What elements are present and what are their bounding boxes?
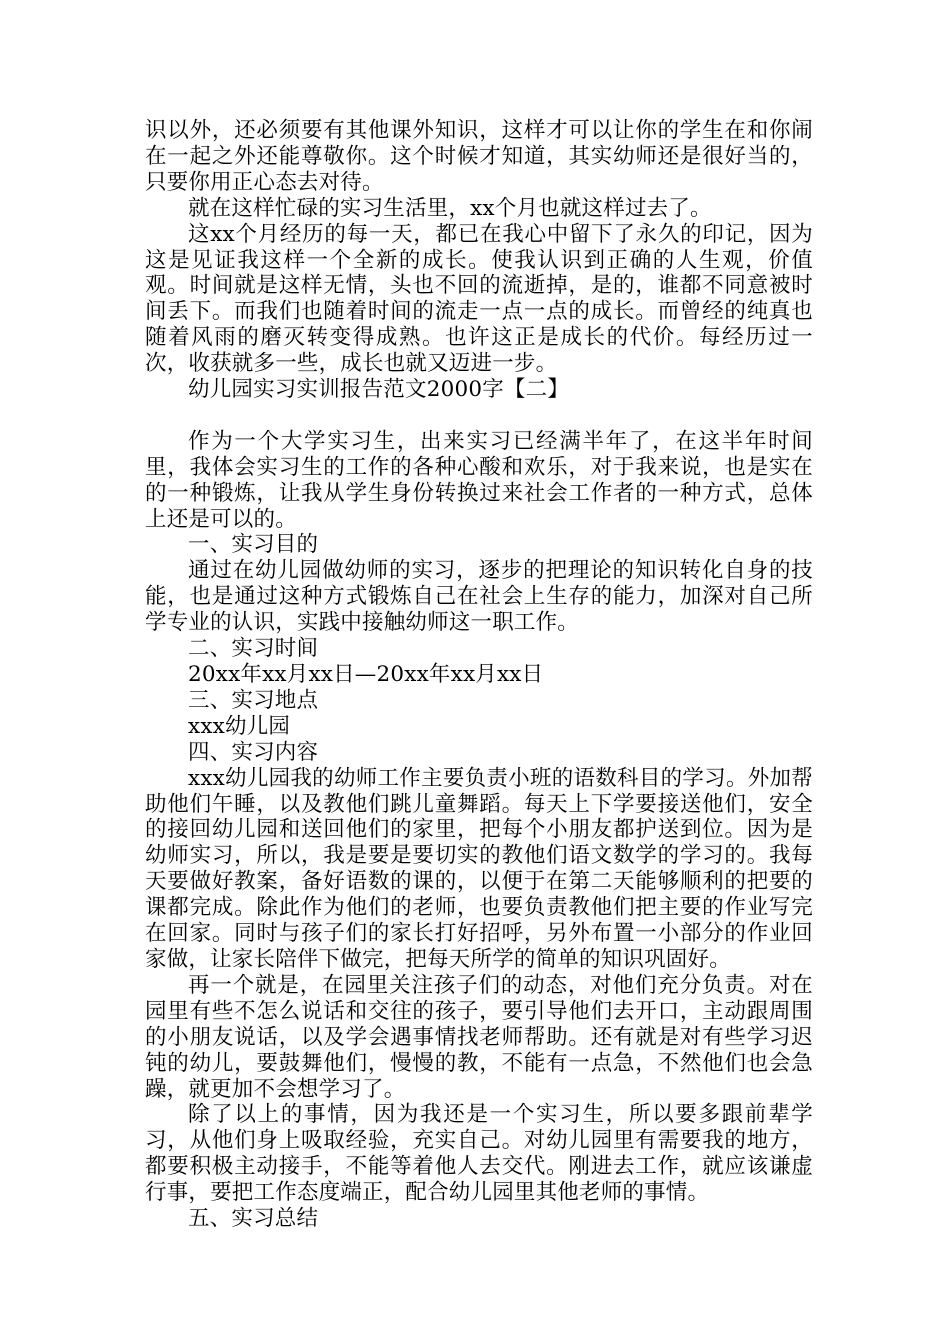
date-range: 20xx年xx月xx日—20xx年xx月xx日	[188, 662, 544, 688]
body-paragraph: 再一个就是，在园里关注孩子们的动态，对他们充分负责。对在园里有些不怎么说话和交往的孩子，要引导他们去开口，主动跟周围的小朋友说话，以及学会遇事情找老师帮助。还有就是对有些学习迟钝的幼儿，要鼓舞他们，慢慢的教，不能有一点急，不然他们也会急躁，就更加不会想学习了。	[145, 972, 813, 1102]
body-paragraph: 除了以上的事情，因为我还是一个实习生，所以要多跟前辈学习，从他们身上吸取经验，充实自己。对幼儿园里有需要我的地方，都要积极主动接手，不能等着他人去交代。刚进去工作，就应该谦虚行事，要把工作态度端正，配合幼儿园里其他老师的事情。	[145, 1102, 813, 1206]
section-heading: 二、实习时间	[188, 636, 319, 662]
section-title: 幼儿园实习实训报告范文2000字【二】	[188, 377, 570, 403]
blank-line	[145, 403, 813, 429]
section-heading: 五、实习总结	[188, 1206, 319, 1232]
section-heading: 三、实习地点	[188, 687, 319, 713]
body-paragraph: 作为一个大学实习生，出来实习已经满半年了，在这半年时间里，我体会实习生的工作的各种心酸和欢乐，对于我来说，也是实在的一种锻炼，让我从学生身份转换过来社会工作者的一种方式，总体上还是可以的。	[145, 428, 813, 532]
body-paragraph: 就在这样忙碌的实习生活里，xx个月也就这样过去了。	[188, 195, 712, 221]
location-text: xxx幼儿园	[188, 713, 291, 739]
body-paragraph: 通过在幼儿园做幼师的实习，逐步的把理论的知识转化自身的技能，也是通过这种方式锻炼自己在社会上生存的能力，加深对自己所学专业的认识，实践中接触幼师这一职工作。	[145, 558, 813, 636]
document-page	[145, 118, 813, 1232]
section-heading: 一、实习目的	[188, 532, 319, 558]
body-paragraph: xxx幼儿园我的幼师工作主要负责小班的语数科目的学习。外加帮助他们午睡，以及教他们跳儿童舞蹈。每天上下学要接送他们，安全的接回幼儿园和送回他们的家里，把每个小朋友都护送到位。因为是幼师实习，所以，我是要是要切实的教他们语文数学的学习的。我每天要做好教案，备好语数的课的，以便于在第二天能够顺利的把要的课都完成。除此作为他们的老师，也要负责教他们把主要的作业写完在回家。同时与孩子们的家长打好招呼，另外布置一小部分的作业回家做，让家长陪伴下做完，把每天所学的简单的知识巩固好。	[145, 765, 813, 972]
body-paragraph: 这xx个月经历的每一天，都已在我心中留下了永久的印记，因为这是见证我这样一个全新的成长。使我认识到正确的人生观，价值观。时间就是这样无情，头也不回的流逝掉，是的，谁都不同意被时间丢下。而我们也随着时间的流走一点一点的成长。而曾经的纯真也随着风雨的磨灭转变得成熟。也许这正是成长的代价。每经历过一次，收获就多一些，成长也就又迈进一步。	[145, 221, 813, 377]
body-paragraph: 识以外，还必须要有其他课外知识，这样才可以让你的学生在和你闹在一起之外还能尊敬你。这个时候才知道，其实幼师还是很好当的，只要你用正心态去对待。	[145, 118, 813, 195]
section-heading: 四、实习内容	[188, 739, 319, 765]
